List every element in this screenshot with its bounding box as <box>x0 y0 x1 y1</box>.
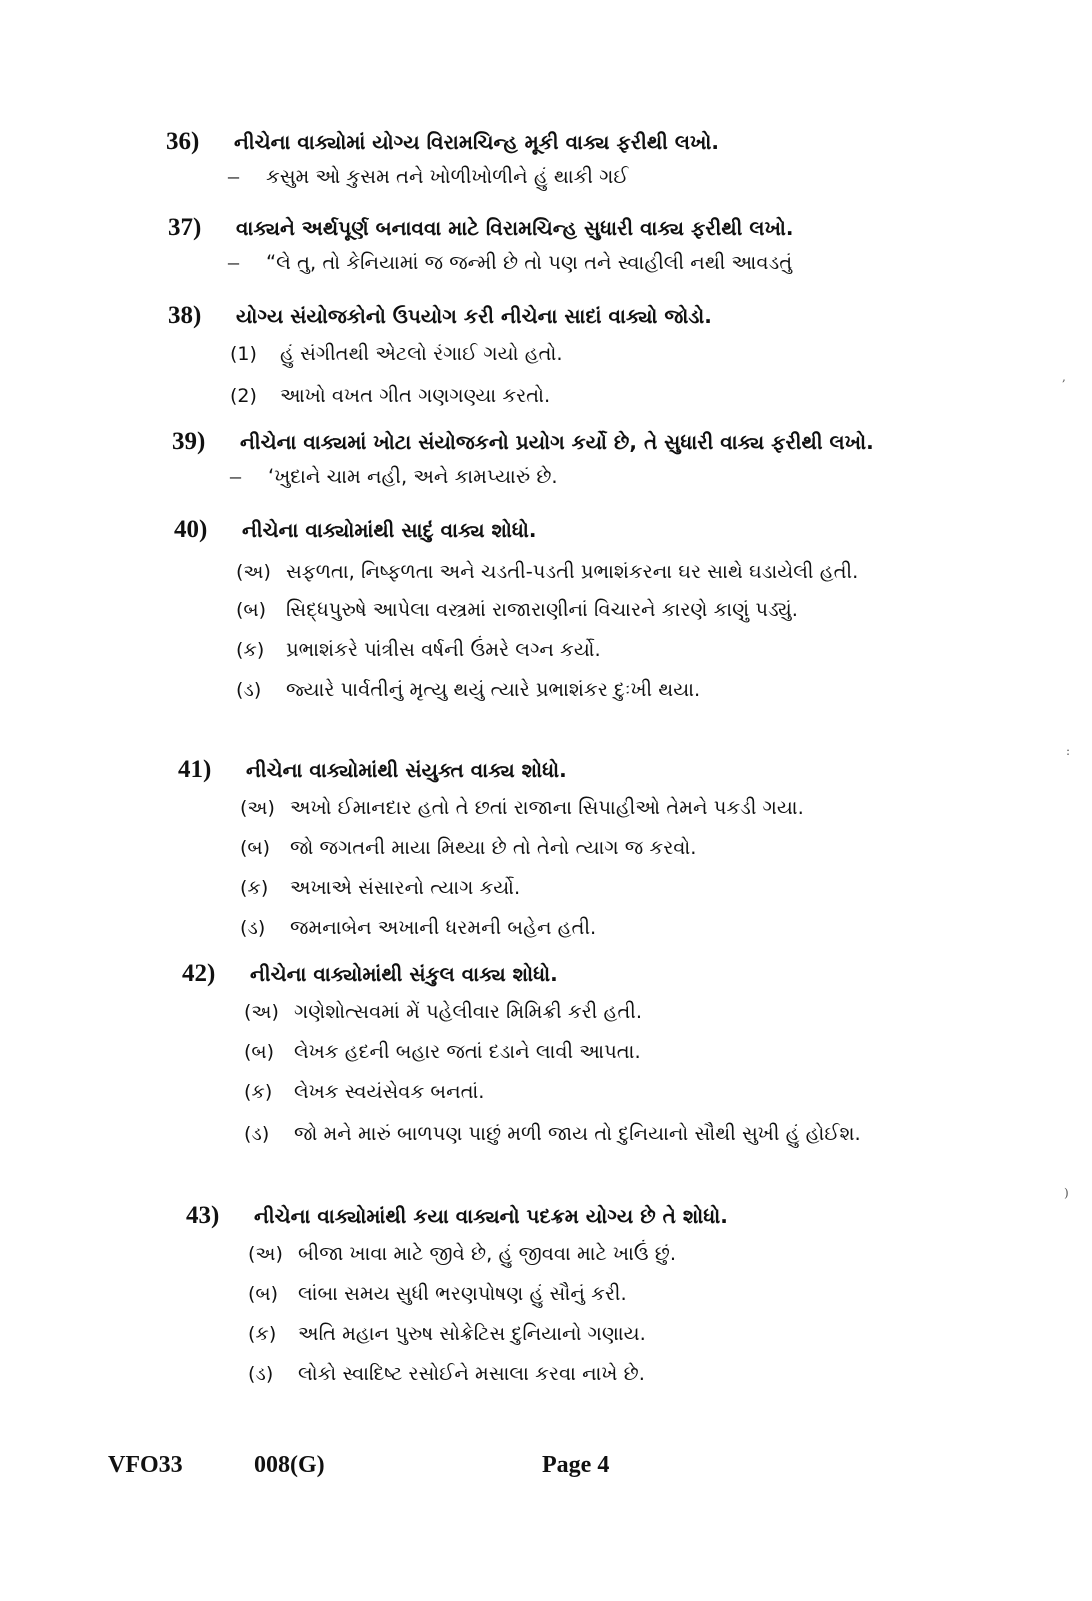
option-row <box>0 834 1092 862</box>
option-label: (બ) <box>248 1283 279 1305</box>
option-text: સફળતા, નિષ્ફળતા અને ચડતી-પડતી પ્રભાશંકરના ઘર સાથે ઘડાયેલી હતી. <box>286 560 859 583</box>
option-row <box>0 382 1092 410</box>
option-label: (ક) <box>240 877 269 899</box>
question-sentence: કસુમ ઓ કુસમ તને ખોળીખોળીને હું થાકી ગઈ <box>266 165 629 188</box>
option-label: (2) <box>230 385 257 407</box>
option-label: (ડ) <box>244 1123 270 1145</box>
option-row <box>0 1320 1092 1348</box>
option-label: (બ) <box>244 1041 275 1063</box>
option-label: (ક) <box>236 639 265 661</box>
question-number: 41) <box>178 756 212 783</box>
option-text: અતિ મહાન પુરુષ સોક્રેટિસ દુનિયાનો ગણાય. <box>298 1322 646 1345</box>
option-row <box>0 596 1092 624</box>
question-39 <box>0 428 1092 491</box>
option-row <box>0 636 1092 664</box>
dash-marker: – <box>230 463 241 488</box>
option-label: (બ) <box>240 837 271 859</box>
option-text: જ્યારે પાર્વતીનું મૃત્યુ થયું ત્યારે પ્રભાશંકર દુઃખી થયા. <box>286 678 701 701</box>
option-row <box>0 874 1092 902</box>
question-42 <box>0 960 1092 1152</box>
question-sentence: “લે તુ, તો કેનિયામાં જ જન્મી છે તો પણ તને સ્વાહીલી નથી આવડતું <box>266 251 793 274</box>
option-label: (અ) <box>240 797 275 819</box>
question-number: 40) <box>174 516 208 543</box>
option-text: બીજા ખાવા માટે જીવે છે, હું જીવવા માટે ખાઉં છું. <box>298 1242 677 1265</box>
dash-marker: – <box>228 249 239 274</box>
option-label: (1) <box>230 343 257 365</box>
option-row <box>0 914 1092 942</box>
option-text: આખો વખત ગીત ગણગણ્યા કરતો. <box>280 384 551 407</box>
option-row <box>0 1240 1092 1268</box>
option-row <box>0 340 1092 368</box>
option-label: (અ) <box>236 561 271 583</box>
option-row <box>0 1078 1092 1106</box>
question-text: નીચેના વાક્યોમાંથી કયા વાક્યનો પદક્રમ યોગ્ય છે તે શોધો. <box>254 1204 728 1228</box>
question-number: 38) <box>168 302 202 329</box>
option-row <box>0 676 1092 704</box>
option-label: (અ) <box>244 1001 279 1023</box>
question-36 <box>0 128 1092 191</box>
page-number: Page 4 <box>542 1452 610 1478</box>
option-text: જમનાબેન અખાની ધરમની બહેન હતી. <box>290 916 597 939</box>
question-text: વાક્યને અર્થપૂર્ણ બનાવવા માટે વિરામચિન્હ સુધારી વાક્ય ફરીથી લખો. <box>236 216 794 240</box>
option-text: અખો ઈમાનદાર હતો તે છતાં રાજાના સિપાહીઓ તેમને પકડી ગયા. <box>290 796 804 819</box>
option-row <box>0 998 1092 1026</box>
question-text: નીચેના વાક્યોમાંથી સંયુક્ત વાક્ય શોધો. <box>246 758 567 782</box>
option-text: જો જગતની માયા મિથ્યા છે તો તેનો ત્યાગ જ કરવો. <box>290 836 697 859</box>
option-label: (અ) <box>248 1243 283 1265</box>
question-number: 43) <box>186 1202 220 1229</box>
question-text: યોગ્ય સંયોજકોનો ઉપયોગ કરી નીચેના સાદાં વાક્યો જોડો. <box>236 304 712 328</box>
option-text: સિદ્ધપુરુષે આપેલા વસ્ત્રમાં રાજારાણીનાં વિચારને કારણે કાણું પડ્યું. <box>286 598 798 621</box>
question-43 <box>0 1202 1092 1388</box>
footer-paper: 008(G) <box>254 1452 325 1478</box>
option-row <box>0 1116 924 1152</box>
option-row <box>0 554 926 590</box>
option-label: (ડ) <box>248 1363 274 1385</box>
option-label: (ડ) <box>236 679 262 701</box>
option-text: અખાએ સંસારનો ત્યાગ કર્યો. <box>290 876 521 899</box>
scan-speck: , <box>1062 370 1066 384</box>
option-text: પ્રભાશંકરે પાંત્રીસ વર્ષની ઉંમરે લગ્ન કર્યો. <box>286 638 601 661</box>
question-number: 37) <box>168 214 202 241</box>
question-number: 42) <box>182 960 216 987</box>
question-number: 36) <box>166 128 200 155</box>
option-text: લેખક હદની બહાર જતાં દડાને લાવી આપતા. <box>294 1040 641 1063</box>
question-sentence: ‘ખુદાને ચામ નહી, અને કામપ્યારું છે. <box>268 465 558 488</box>
option-label: (ડ) <box>240 917 266 939</box>
question-number: 39) <box>172 428 206 455</box>
scan-speck: ) <box>1064 1186 1069 1200</box>
option-text: લાંબા સમય સુધી ભરણપોષણ હું સૌનું કરી. <box>298 1282 627 1305</box>
scan-speck: : <box>1066 744 1071 758</box>
footer-code: VFO33 <box>108 1452 183 1478</box>
question-41 <box>0 756 1092 942</box>
question-37 <box>0 214 1092 277</box>
option-row <box>0 794 1092 822</box>
option-label: (બ) <box>236 599 267 621</box>
question-text: નીચેના વાક્યોમાં યોગ્ય વિરામચિન્હ મૂકી વાક્ય ફરીથી લખો. <box>234 130 720 154</box>
option-row <box>0 1038 1092 1066</box>
option-text: જો મને મારું બાળપણ પાછું મળી જાય તો દુનિયાનો સૌથી સુખી હું હોઈશ. <box>294 1122 861 1145</box>
question-38 <box>0 302 1092 410</box>
dash-marker: – <box>228 163 239 188</box>
question-text: નીચેના વાક્યમાં ખોટા સંયોજકનો પ્રયોગ કર્યો છે, તે સુધારી વાક્ય ફરીથી લખો. <box>240 430 874 454</box>
option-text: લોકો સ્વાદિષ્ટ રસોઈને મસાલા કરવા નાખે છે. <box>298 1362 645 1385</box>
question-text: નીચેના વાક્યોમાંથી સાદું વાક્ય શોધો. <box>242 518 537 542</box>
option-label: (ક) <box>244 1081 273 1103</box>
option-text: લેખક સ્વયંસેવક બનતાં. <box>294 1080 485 1103</box>
option-text: હું સંગીતથી એટલો રંગાઈ ગયો હતો. <box>280 342 563 365</box>
option-text: ગણેશોત્સવમાં મેં પહેલીવાર મિમિક્રી કરી હતી. <box>294 1000 643 1023</box>
option-row <box>0 1280 1092 1308</box>
option-row <box>0 1360 1092 1388</box>
question-text: નીચેના વાક્યોમાંથી સંકુલ વાક્ય શોધો. <box>250 962 558 986</box>
question-40 <box>0 516 1092 704</box>
option-label: (ક) <box>248 1323 277 1345</box>
